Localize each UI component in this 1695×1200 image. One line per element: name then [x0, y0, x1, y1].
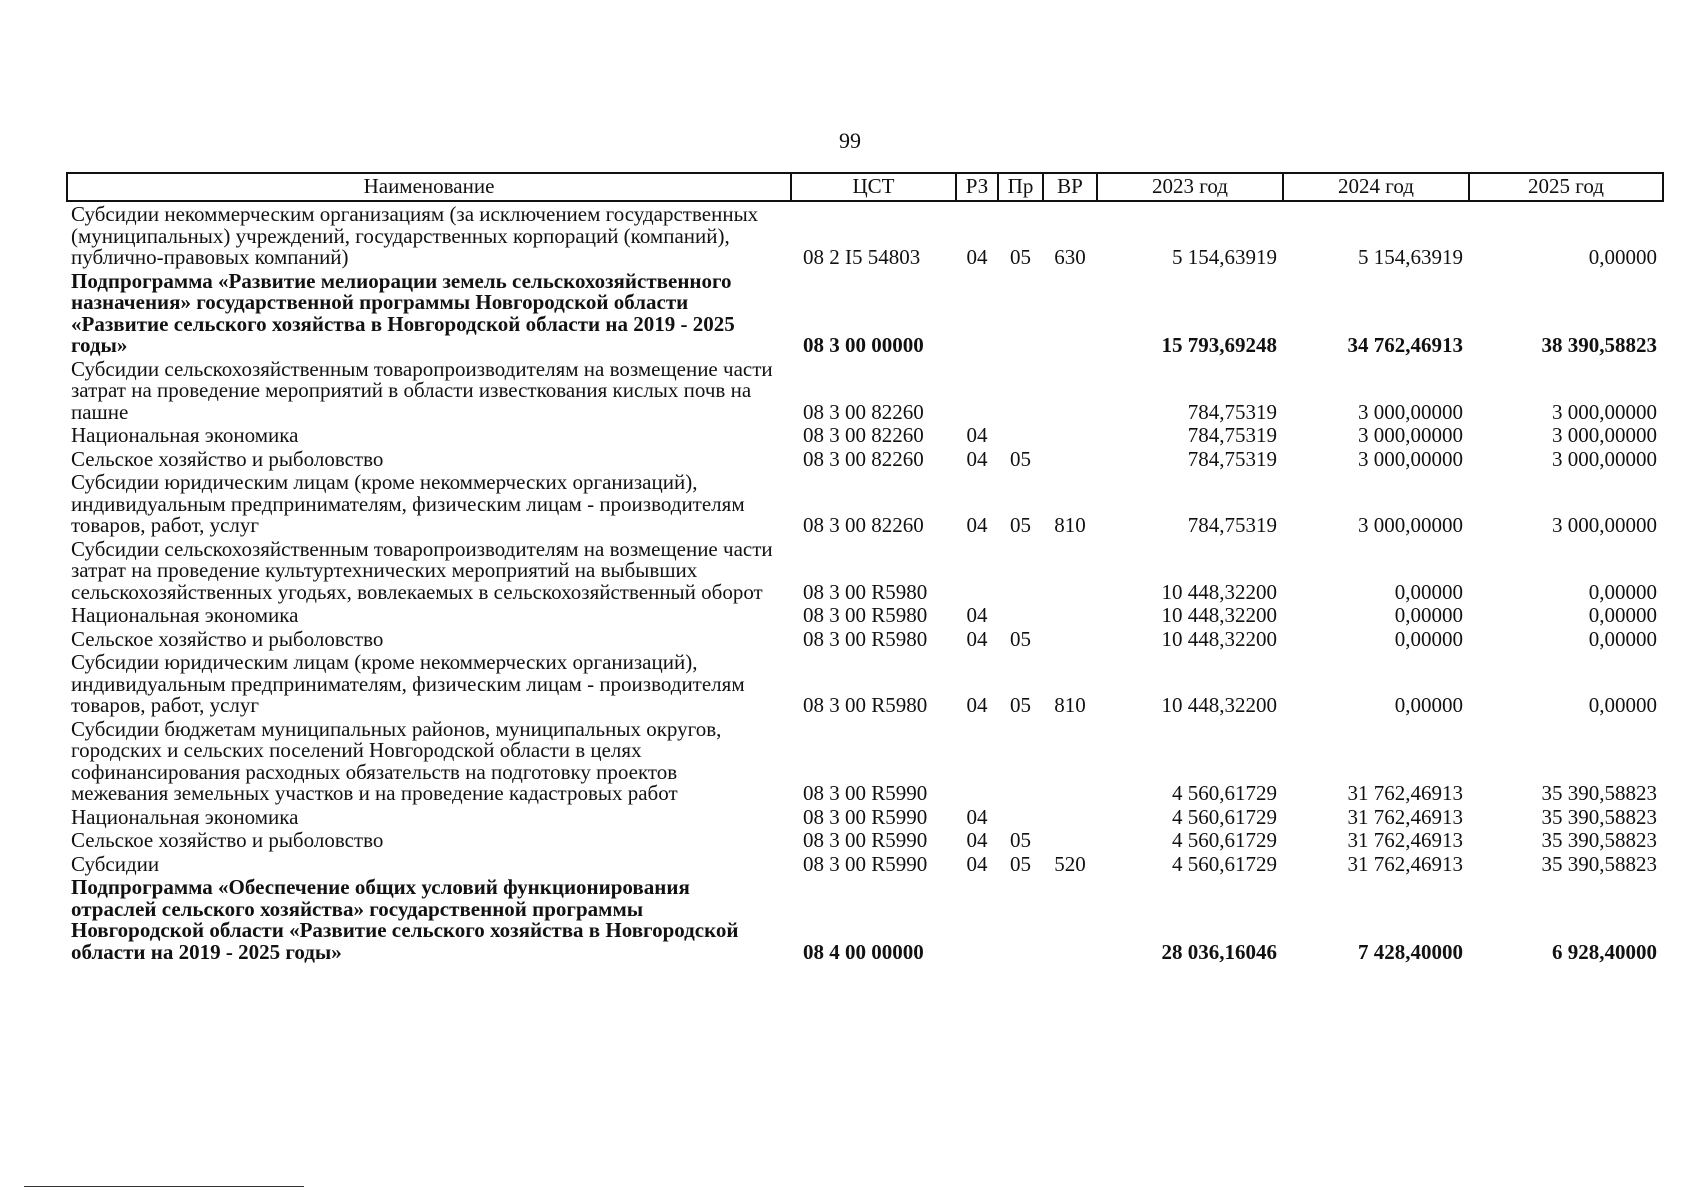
header-2023: 2023 год: [1097, 173, 1283, 201]
row-vr: 520: [1054, 851, 1086, 876]
header-vr: ВР: [1043, 173, 1097, 201]
row-amount-2025: 38 390,58823: [1541, 333, 1657, 357]
row-pr: [998, 603, 1043, 627]
row-amount-2023: 5 154,63919: [1172, 245, 1277, 269]
row-vr: [1043, 805, 1097, 829]
row-cst: 08 3 00 82260: [803, 399, 924, 424]
row-amount-2024: 31 762,46913: [1347, 804, 1463, 829]
row-amount-2024: 5 154,63919: [1358, 245, 1463, 269]
row-amount-2024: 3 000,00000: [1358, 423, 1463, 447]
row-pr: 05: [1010, 513, 1031, 537]
row-amount-2025: 3 000,00000: [1552, 399, 1657, 424]
row-amount-2023: 10 448,32200: [1161, 626, 1277, 651]
row-amount-2025: 0,00000: [1588, 245, 1657, 269]
row-vr: [1043, 447, 1097, 471]
row-cst: 08 3 00 R5990: [803, 804, 928, 829]
row-amount-2023: 15 793,69248: [1161, 333, 1277, 357]
row-name: Национальная экономика: [71, 423, 299, 447]
subprogram-row: [67, 875, 1663, 963]
row-amount-2023: 10 448,32200: [1161, 603, 1277, 627]
row-rz: 04: [966, 513, 988, 537]
row-rz: 04: [966, 693, 988, 717]
row-amount-2025: 0,00000: [1588, 693, 1657, 717]
row-vr: [1043, 627, 1097, 651]
header-rz: РЗ: [956, 173, 998, 201]
row-amount-2024: 31 762,46913: [1347, 781, 1463, 805]
table-row: [67, 852, 1663, 876]
row-rz: 04: [966, 603, 988, 627]
page-number: 99: [839, 128, 861, 153]
row-vr: 810: [1054, 513, 1086, 537]
row-amount-2023: 4 560,61729: [1172, 804, 1277, 829]
row-amount-2023: 10 448,32200: [1161, 693, 1277, 717]
row-rz: 04: [966, 804, 988, 829]
table-row: [67, 447, 1663, 471]
row-amount-2024: 3 000,00000: [1358, 399, 1463, 424]
row-amount-2025: 35 390,58823: [1541, 781, 1657, 805]
row-amount-2023: 784,75319: [1187, 446, 1277, 471]
table-row: [67, 805, 1663, 829]
row-name: Подпрограмма «Обеспечение общих условий функционирования отраслей сельского хозяйства» государственной программы Новгородской области «Развитие сельского хозяйства в Новгородской области на 2019 - 2025 годы»: [71, 875, 739, 964]
table-body: [67, 201, 1663, 963]
row-amount-2025: 3 000,00000: [1552, 423, 1657, 447]
row-pr: [998, 357, 1043, 424]
table-row: [67, 423, 1663, 447]
row-name: Национальная экономика: [71, 804, 299, 829]
row-rz: [956, 269, 998, 357]
row-rz: [956, 717, 998, 805]
row-cst: 08 3 00 R5990: [803, 828, 928, 852]
row-name: Сельское хозяйство и рыболовство: [71, 828, 384, 852]
row-name: Субсидии юридическим лицам (кроме некоммерческих организаций), индивидуальным предпринимателям, физическим лицам - производителям товаров, работ, услуг: [71, 470, 745, 537]
row-name: Субсидии сельскохозяйственным товаропроизводителям на возмещение части затрат на проведение мероприятий в области известкования кислых почв на пашне: [71, 356, 773, 424]
row-rz: 04: [966, 423, 988, 447]
row-name: Субсидии бюджетам муниципальных районов, муниципальных округов, городских и сельских поселений Новгородской области в целях софинансирования расходных обязательств на подготовку проектов межевания земельных участков и на проведение кадастровых работ: [71, 716, 722, 805]
row-amount-2024: 0,00000: [1394, 579, 1463, 604]
row-vr: [1043, 828, 1097, 852]
row-name: Субсидии некоммерческим организациям (за исключением государственных (муниципальных) учреждений, государственных корпораций (компаний), публично-правовых компаний): [71, 202, 759, 269]
row-pr: 05: [1010, 626, 1031, 651]
row-pr: 05: [1010, 245, 1031, 269]
budget-table: [66, 172, 1664, 963]
table-row: [67, 537, 1663, 604]
row-amount-2024: 7 428,40000: [1358, 939, 1463, 964]
row-vr: [1043, 357, 1097, 424]
row-cst: 08 3 00 82260: [803, 423, 924, 447]
header-cst: ЦСТ: [791, 173, 956, 201]
row-rz: 04: [966, 446, 988, 471]
row-cst: 08 4 00 00000: [803, 939, 924, 964]
row-cst: 08 3 00 R5980: [803, 626, 928, 651]
row-vr: [1043, 537, 1097, 604]
row-vr: [1043, 603, 1097, 627]
row-vr: 630: [1054, 245, 1086, 269]
table-row: [67, 627, 1663, 651]
row-rz: [956, 357, 998, 424]
row-amount-2024: 3 000,00000: [1358, 513, 1463, 537]
row-amount-2023: 784,75319: [1187, 423, 1277, 447]
row-amount-2025: 3 000,00000: [1552, 513, 1657, 537]
row-cst: 08 3 00 R5990: [803, 781, 928, 805]
row-amount-2025: 3 000,00000: [1552, 446, 1657, 471]
row-name: Субсидии: [71, 851, 160, 876]
table-row: [67, 201, 1663, 269]
row-vr: [1043, 269, 1097, 357]
row-cst: 08 3 00 R5980: [803, 603, 928, 627]
table-header-row: [67, 173, 1663, 201]
row-cst: 08 3 00 00000: [803, 333, 924, 357]
row-cst: 08 3 00 R5980: [803, 579, 928, 604]
row-pr: [998, 537, 1043, 604]
row-cst: 08 3 00 R5980: [803, 693, 928, 717]
row-amount-2025: 0,00000: [1588, 626, 1657, 651]
row-amount-2024: 0,00000: [1394, 626, 1463, 651]
row-cst: 08 3 00 82260: [803, 513, 924, 537]
row-pr: 05: [1010, 851, 1031, 876]
header-name: Наименование: [67, 173, 791, 201]
row-amount-2023: 784,75319: [1187, 513, 1277, 537]
row-pr: [998, 269, 1043, 357]
row-amount-2024: 0,00000: [1394, 693, 1463, 717]
row-amount-2025: 35 390,58823: [1541, 828, 1657, 852]
header-2025: 2025 год: [1469, 173, 1663, 201]
row-cst: 08 2 I5 54803: [803, 245, 921, 269]
row-amount-2024: 0,00000: [1394, 603, 1463, 627]
row-amount-2025: 6 928,40000: [1552, 939, 1657, 964]
row-name: Субсидии сельскохозяйственным товаропроизводителям на возмещение части затрат на проведение культуртехнических мероприятий на выбывших сельскохозяйственных угодьях, вовлекаемых в сельскохозяйственный оборот: [71, 536, 773, 604]
row-pr: 05: [1010, 446, 1031, 471]
table-row: [67, 357, 1663, 424]
row-amount-2023: 784,75319: [1187, 399, 1277, 424]
header-pr: Пр: [998, 173, 1043, 201]
row-rz: 04: [966, 245, 988, 269]
row-cst: 08 3 00 R5990: [803, 851, 928, 876]
row-amount-2025: 0,00000: [1588, 603, 1657, 627]
row-name: Подпрограмма «Развитие мелиорации земель сельскохозяйственного назначения» государственной программы Новгородской области «Развитие сельского хозяйства в Новгородской области на 2019 - 2025 годы»: [71, 268, 735, 357]
row-amount-2024: 34 762,46913: [1347, 333, 1463, 357]
row-amount-2024: 31 762,46913: [1347, 828, 1463, 852]
row-amount-2024: 31 762,46913: [1347, 851, 1463, 876]
row-amount-2023: 28 036,16046: [1161, 939, 1277, 964]
header-2024: 2024 год: [1283, 173, 1469, 201]
row-amount-2023: 4 560,61729: [1172, 781, 1277, 805]
footer-rule: [24, 1186, 304, 1187]
table-row: [67, 828, 1663, 852]
row-amount-2023: 10 448,32200: [1161, 579, 1277, 604]
row-pr: 05: [1010, 828, 1031, 852]
row-rz: 04: [966, 626, 988, 651]
table-row: [67, 717, 1663, 805]
row-rz: 04: [966, 828, 988, 852]
row-amount-2025: 35 390,58823: [1541, 851, 1657, 876]
row-amount-2024: 3 000,00000: [1358, 446, 1463, 471]
row-amount-2023: 4 560,61729: [1172, 851, 1277, 876]
row-vr: [1043, 423, 1097, 447]
table-row: [67, 470, 1663, 537]
row-name: Сельское хозяйство и рыболовство: [71, 446, 384, 471]
subprogram-row: [67, 269, 1663, 357]
row-vr: 810: [1054, 693, 1086, 717]
row-name: Сельское хозяйство и рыболовство: [71, 626, 384, 651]
table-row: [67, 650, 1663, 717]
row-pr: [998, 875, 1043, 963]
table-row: [67, 603, 1663, 627]
row-rz: [956, 537, 998, 604]
row-pr: [998, 423, 1043, 447]
row-amount-2025: 0,00000: [1588, 579, 1657, 604]
row-pr: 05: [1010, 693, 1031, 717]
row-vr: [1043, 717, 1097, 805]
row-rz: 04: [966, 851, 988, 876]
row-pr: [998, 805, 1043, 829]
row-amount-2023: 4 560,61729: [1172, 828, 1277, 852]
row-rz: [956, 875, 998, 963]
row-name: Национальная экономика: [71, 603, 299, 627]
row-name: Субсидии юридическим лицам (кроме некоммерческих организаций), индивидуальным предпринимателям, физическим лицам - производителям товаров, работ, услуг: [71, 650, 745, 717]
row-vr: [1043, 875, 1097, 963]
row-pr: [998, 717, 1043, 805]
row-cst: 08 3 00 82260: [803, 446, 924, 471]
row-amount-2025: 35 390,58823: [1541, 804, 1657, 829]
